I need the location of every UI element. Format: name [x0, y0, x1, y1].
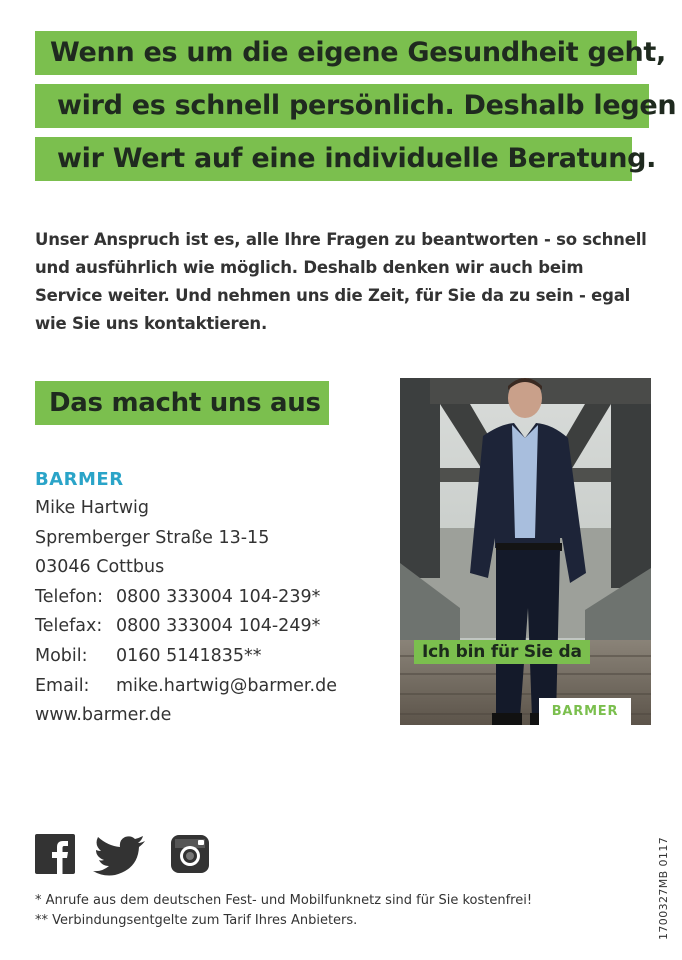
fax-number: 0800 333004 104-249*: [116, 616, 321, 637]
footnote-toll-free: * Anrufe aus dem deutschen Fest- und Mobilfunknetz sind für Sie kostenfrei!: [35, 893, 533, 908]
twitter-icon[interactable]: [93, 836, 147, 880]
contact-street: Spremberger Straße 13-15: [35, 527, 270, 548]
email-link[interactable]: mike.hartwig@barmer.de: [116, 675, 337, 696]
headline-line-1: Wenn es um die eigene Gesundheit geht,: [35, 31, 637, 75]
email-label: Email:: [35, 675, 90, 696]
mobile-number[interactable]: 0160 5141835**: [116, 645, 262, 666]
footnotes: [35, 891, 532, 931]
contact-block: [35, 466, 395, 731]
advisor-photo: [400, 378, 651, 725]
phone-label: Telefon:: [35, 586, 103, 607]
instagram-icon[interactable]: [170, 834, 210, 878]
photo-caption: Ich bin für Sie da: [414, 640, 590, 664]
brand-name: BARMER: [35, 469, 124, 490]
contact-name: Mike Hartwig: [35, 498, 150, 518]
mobile-row: [35, 642, 395, 672]
contact-city: 03046 Cottbus: [35, 557, 165, 578]
mobile-label: Mobil:: [35, 645, 88, 666]
photo-brand-logo: BARMER: [539, 698, 631, 725]
section-heading: Das macht uns aus: [35, 381, 329, 425]
headline-line-2: wird es schnell persönlich. Deshalb legen: [35, 84, 649, 128]
advisor-photo-illustration: [400, 378, 651, 725]
fax-label: Telefax:: [35, 616, 103, 637]
facebook-icon[interactable]: [35, 834, 75, 878]
email-row: [35, 672, 395, 702]
document-code: 1700327MB 0117: [657, 836, 670, 940]
phone-row: [35, 583, 395, 613]
fax-row: [35, 612, 395, 642]
headline-line-3: wir Wert auf eine individuelle Beratung.: [35, 137, 632, 181]
intro-paragraph: Unser Anspruch ist es, alle Ihre Fragen zu beantworten - so schnell und ausführlich wie möglich. Deshalb denken wir auch beim Service weiter. Und nehmen uns die Zeit, für Sie da zu sein - egal wie Sie uns kontaktieren.: [35, 230, 647, 333]
website-link[interactable]: www.barmer.de: [35, 705, 172, 726]
phone-number[interactable]: 0800 333004 104-239*: [116, 586, 321, 607]
footnote-charges: ** Verbindungsentgelte zum Tarif Ihres Anbieters.: [35, 913, 358, 928]
